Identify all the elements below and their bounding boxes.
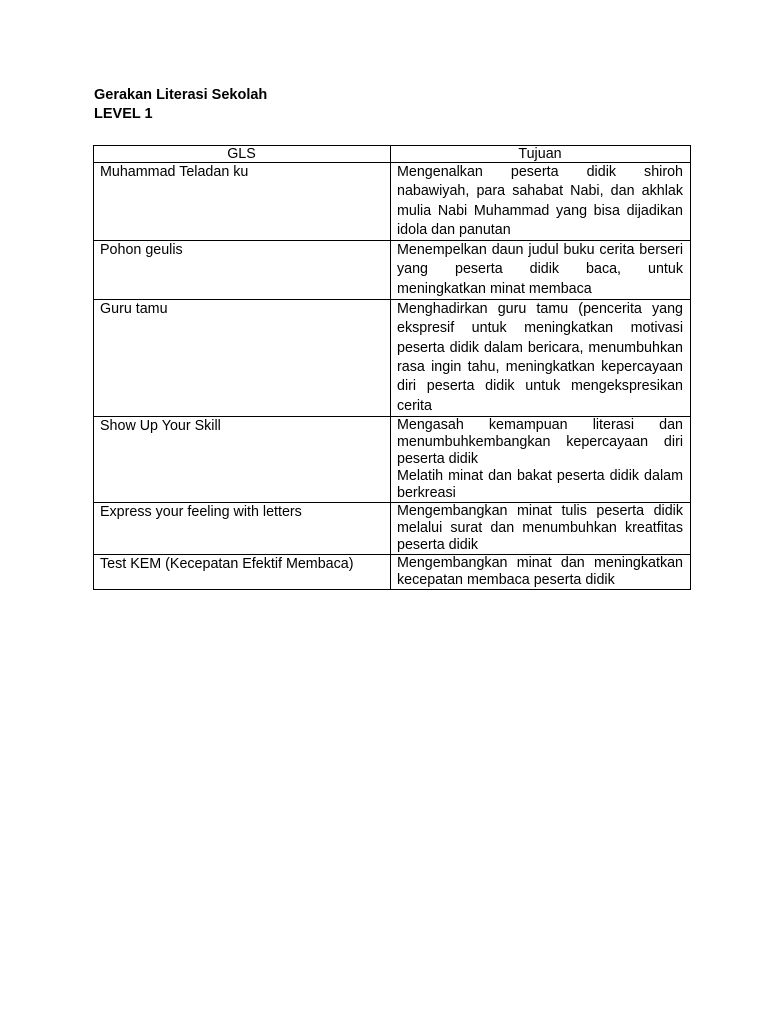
table-row	[94, 416, 691, 502]
activity-cell: Pohon geulis	[94, 241, 391, 300]
activity-cell: Show Up Your Skill	[94, 416, 391, 502]
goal-cell	[391, 300, 691, 417]
document-level: LEVEL 1	[94, 106, 153, 122]
activity-cell: Test KEM (Kecepatan Efektif Membaca)	[94, 555, 391, 590]
table-row	[94, 241, 691, 300]
goal-text: Menghadirkan guru tamu (pencerita yang ekspresif untuk meningkatkan motivasi peserta didik dalam bericara, menumbuhkan rasa ingin tahu, meningkatkan kepercayaan diri peserta didik untuk mengekspresikan cerita	[397, 301, 683, 414]
activity-cell: Express your feeling with letters	[94, 502, 391, 555]
column-header-tujuan: Tujuan	[391, 146, 691, 163]
goal-text: Melatih minat dan bakat peserta didik dalam berkreasi	[397, 467, 683, 501]
goal-cell	[391, 555, 691, 590]
activity-cell: Guru tamu	[94, 300, 391, 417]
table-row	[94, 555, 691, 590]
goal-text: Mengasah kemampuan literasi dan menumbuhkembangkan kepercayaan diri peserta didik	[397, 416, 683, 467]
goal-cell	[391, 416, 691, 502]
goal-cell	[391, 163, 691, 241]
goal-cell	[391, 241, 691, 300]
goal-text: Mengembangkan minat tulis peserta didik melalui surat dan menumbuhkan kreatfitas peserta didik	[397, 502, 683, 554]
activity-cell: Muhammad Teladan ku	[94, 163, 391, 241]
goal-text: Mengembangkan minat dan meningkatkan kecepatan membaca peserta didik	[397, 555, 683, 589]
document-header	[94, 86, 267, 124]
table-header-row	[94, 146, 691, 163]
table-row	[94, 300, 691, 417]
table-row	[94, 502, 691, 555]
goal-cell	[391, 502, 691, 555]
goal-text: Mengenalkan peserta didik shiroh nabawiyah, para sahabat Nabi, dan akhlak mulia Nabi Muhammad yang bisa dijadikan idola dan panutan	[397, 164, 683, 238]
column-header-gls: GLS	[94, 146, 391, 163]
goal-text: Menempelkan daun judul buku cerita berseri yang peserta didik baca, untuk meningkatkan minat membaca	[397, 242, 683, 297]
table-row	[94, 163, 691, 241]
document-title: Gerakan Literasi Sekolah	[94, 87, 268, 103]
gls-table	[93, 145, 691, 590]
